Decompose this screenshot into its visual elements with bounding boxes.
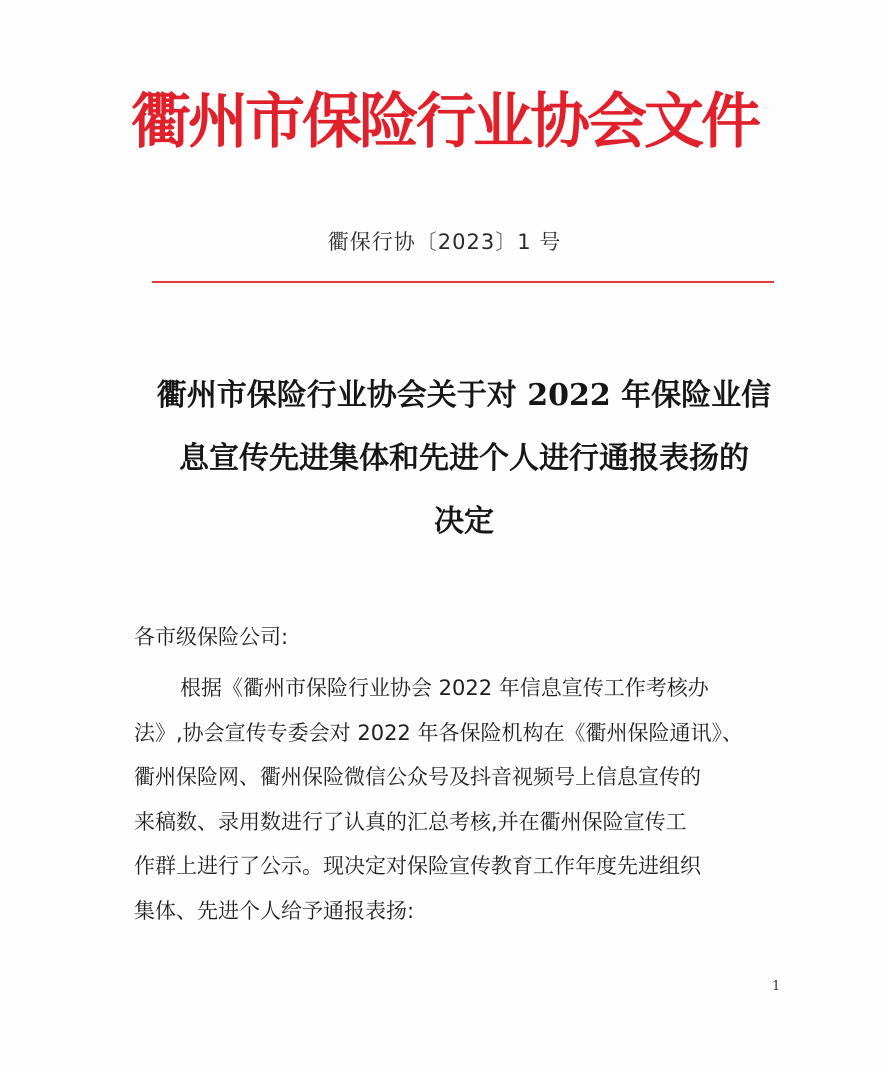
page-number: 1 [772, 979, 781, 994]
salutation: 各市级保险公司: [134, 625, 289, 649]
title-line-1: 衢州市保险行业协会关于对 2022 年保险业信 [156, 378, 772, 413]
body-line-1: 根据《衢州市保险行业协会 2022 年信息宣传工作考核办 [180, 676, 709, 700]
body-line-4: 来稿数、录用数进行了认真的汇总考核,并在衢州保险宣传工 [134, 809, 687, 834]
body-line-2: 法》,协会宣传专委会对 2022 年各保险机构在《衢州保险通讯》、 [134, 720, 743, 745]
document-number: 衢保行协〔2023〕1 号 [327, 230, 562, 254]
red-divider-line [152, 281, 774, 283]
title-line-2: 息宣传先进集体和先进个人进行通报表扬的 [179, 441, 749, 476]
body-line-5: 作群上进行了公示。现决定对保险宣传教育工作年度先进组织 [134, 854, 701, 878]
body-paragraph [134, 666, 794, 933]
body-line-6: 集体、先进个人给予通报表扬: [134, 898, 415, 923]
document-title [124, 364, 804, 553]
body-line-3: 衢州保险网、衢州保险微信公众号及抖音视频号上信息宣传的 [134, 765, 701, 789]
document-masthead: 衢州市保险行业协会文件 [131, 87, 758, 157]
title-line-3: 决定 [434, 504, 494, 539]
